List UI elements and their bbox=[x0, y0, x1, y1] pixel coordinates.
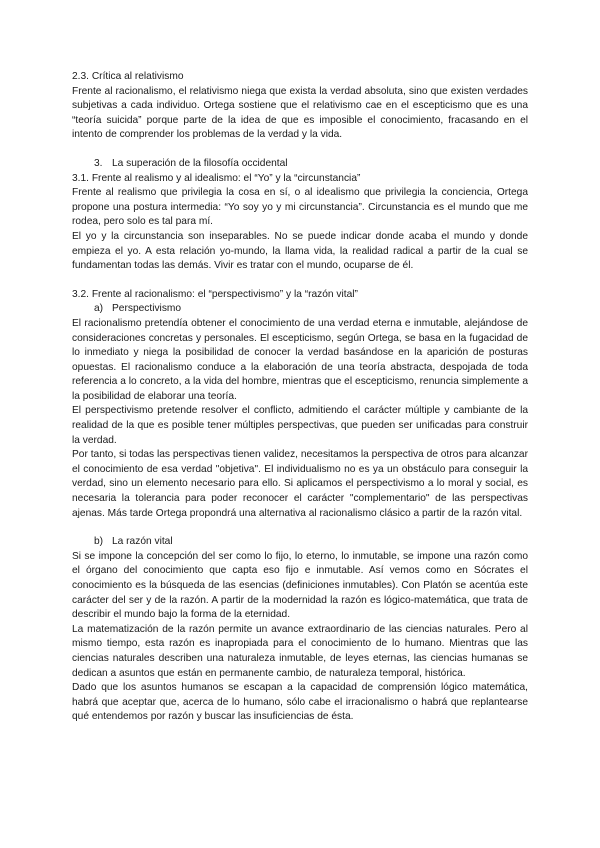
spacer bbox=[72, 143, 528, 157]
razon-vital-paragraph-3: Dado que los asuntos humanos se escapan a la capacidad de comprensión lógico matemática, habrá que aceptar que, acerca de lo humano, sólo cabe el irracionalismo o habrá que replantearse qué entendemos por razón y buscar las insuficiencias de ésta. bbox=[72, 682, 528, 723]
perspectivismo-paragraph-1: El racionalismo pretendía obtener el conocimiento de una verdad eterna e inmutable, alejándose de consideraciones concretas y personales. El escepticismo, según Ortega, se basa en la fugacidad de lo inmediato y niega la posibilidad de conocer la verdad basándose en la aparición de posturas opuestas. El racionalismo conduce a la elaboración de una teoría abstracta, despojada de toda referencia a lo concreto, a la vida del hombre, mientras que el escepticismo, renuncia simplemente a la posibilidad de elaborar una teoría. bbox=[72, 317, 528, 402]
section-3-number: 3. bbox=[94, 157, 103, 169]
razon-vital-paragraph-2: La matematización de la razón permite un avance extraordinario de las ciencias naturales. Pero al mismo tiempo, esta razón es inapropiada para el conocimiento de lo humano. Mientras que las ciencias naturales describen una naturaleza inmutable, de leyes eternas, las ciencias humanas se dedican a asuntos que están en permanente cambio, de naturaleza temporal, histórica. bbox=[72, 623, 528, 679]
section-3-1-heading: 3.1. Frente al realismo y al idealismo: el “Yo” y la “circunstancia” bbox=[72, 172, 361, 184]
subsection-b-label: b) bbox=[94, 536, 104, 548]
subsection-b-title: La razón vital bbox=[112, 536, 173, 548]
section-3-title: La superación de la filosofía occidental bbox=[112, 157, 288, 169]
subsection-a-title: Perspectivismo bbox=[112, 303, 182, 315]
section-3-heading bbox=[72, 157, 528, 172]
section-2-3-heading: 2.3. Crítica al relativismo bbox=[72, 71, 184, 82]
perspectivismo-paragraph-2: El perspectivismo pretende resolver el conflicto, admitiendo el carácter múltiple y cambiante de la realidad de la que es posible tener múltiples perspectivas, que pueden ser unificadas para construir la verdad. bbox=[72, 405, 528, 446]
subsection-a-label: a) bbox=[94, 303, 104, 315]
spacer bbox=[72, 521, 528, 535]
razon-vital-paragraph-1: Si se impone la concepción del ser como lo fijo, lo eterno, lo inmutable, se impone una razón como el órgano del conocimiento que capta eso fijo e inmutable. Así vemos como en Sócrates el conocimiento es la búsqueda de las esencias (definiciones inmutables). Con Platón se acentúa este carácter del ser y de la razón. A partir de la modernidad la razón es lógico-matemática, que trata de describir el mundo bajo la forma de la eternidad. bbox=[72, 550, 528, 621]
perspectivismo-paragraph-3: Por tanto, si todas las perspectivas tienen validez, necesitamos la perspectiva de otros para alcanzar el conocimiento de esa verdad "objetiva". El individualismo no es ya un obstáculo para conseguir la verdad, sino un elemento necesario para ello. Si aplicamos el perspectivismo a lo moral y social, es necesaria la tolerancia para poder reconocer el carácter "complementario" de las perspectivas ajenas. Más tarde Ortega propondrá una alternativa al racionalismo clásico a partir de la razón vital. bbox=[72, 449, 528, 519]
subsection-b-heading bbox=[72, 535, 528, 550]
section-2-3-paragraph: Frente al racionalismo, el relativismo niega que exista la verdad absoluta, sino que existen verdades subjetivas a cada individuo. Ortega sostiene que el relativismo cae en el escepticismo que es una “teoría suicida” porque parte de la idea de que es imposible el conocimiento, fracasando en el intento de comprender los problemas de la verdad y la vida. bbox=[72, 85, 528, 141]
section-3-1-paragraph-2: El yo y la circunstancia son inseparables. No se puede indicar donde acaba el mundo y donde empieza el yo. A esta relación yo-mundo, la llama vida, la realidad radical a partir de la cual se fundamentan todas las demás. Vivir es tratar con el mundo, ocuparse de él. bbox=[72, 230, 528, 272]
section-3-1-paragraph-1: Frente al realismo que privilegia la cosa en sí, o al idealismo que privilegia la conciencia, Ortega propone una postura intermedia: “Yo soy yo y mi circunstancia”. Circunstancia es el mundo que me rodea, pero solo es tal para mí. bbox=[72, 187, 528, 228]
section-3-2-heading: 3.2. Frente al racionalismo: el “perspectivismo” y la “razón vital” bbox=[72, 288, 358, 300]
subsection-a-heading bbox=[72, 302, 528, 317]
spacer bbox=[72, 274, 528, 288]
